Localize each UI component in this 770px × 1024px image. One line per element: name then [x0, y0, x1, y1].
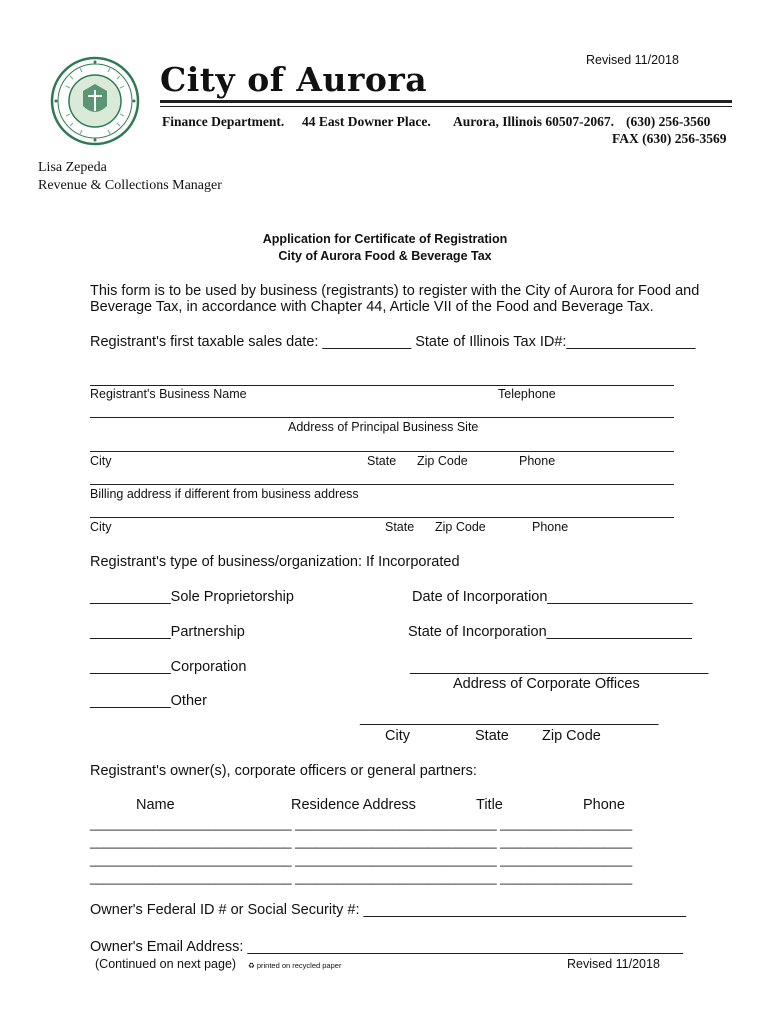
corporate-state-label: State	[475, 728, 509, 744]
form-title: Application for Certificate of Registration	[262, 232, 508, 246]
city-label-1: City	[90, 454, 112, 468]
owner-row-2[interactable]: _____________________________ _____________________________ ___________________	[90, 835, 633, 849]
business-name-field[interactable]	[90, 385, 674, 386]
owners-col-title: Title	[476, 797, 503, 813]
sales-date-taxid-line: Registrant's first taxable sales date: ___________ State of Illinois Tax ID#:________________	[90, 334, 696, 350]
city-state-zip: Aurora, Illinois 60507-2067.	[453, 114, 615, 129]
zip-label-2: Zip Code	[435, 520, 486, 534]
contact-name: Lisa Zepeda	[38, 160, 107, 175]
fax-number: FAX (630) 256-3569	[612, 131, 727, 146]
principal-address-label: Address of Principal Business Site	[288, 420, 479, 434]
business-type-heading: Registrant's type of business/organization: If Incorporated	[90, 554, 460, 570]
state-label-2: State	[385, 520, 415, 534]
city-title: City of Aurora	[160, 60, 428, 99]
federal-id-field[interactable]: Owner's Federal ID # or Social Security #: ________________________________________	[90, 902, 687, 918]
city-seal-logo	[50, 56, 140, 146]
email-field[interactable]: Owner's Email Address: ______________________________________________________	[90, 939, 683, 955]
corporate-zip-label: Zip Code	[542, 728, 601, 744]
intro-text-line2: Beverage Tax, in accordance with Chapter 44, Article VII of the Food and Beverage Tax.	[90, 299, 654, 315]
corporation-option[interactable]: __________Corporation	[90, 659, 247, 675]
phone-number: (630) 256-3560	[626, 114, 711, 129]
revised-date-bottom: Revised 11/2018	[567, 957, 660, 971]
state-of-incorporation-field[interactable]: State of Incorporation__________________	[408, 624, 692, 640]
form-subtitle: City of Aurora Food & Beverage Tax	[278, 249, 492, 263]
billing-address-label: Billing address if different from business address	[90, 487, 359, 501]
contact-role: Revenue & Collections Manager	[38, 178, 222, 193]
city-label-2: City	[90, 520, 112, 534]
recycled-text: printed on recycled paper	[256, 961, 342, 970]
finance-department: Finance Department.	[162, 114, 285, 129]
business-name-label: Registrant's Business Name	[90, 387, 247, 401]
owner-row-3[interactable]: _____________________________ _____________________________ ___________________	[90, 853, 633, 867]
intro-text-line1: This form is to be used by business (registrants) to register with the City of Aurora for Food and	[90, 283, 700, 299]
date-of-incorporation-field[interactable]: Date of Incorporation__________________	[412, 589, 693, 605]
zip-label-1: Zip Code	[417, 454, 468, 468]
phone-label-2: Phone	[532, 520, 569, 534]
corporate-city-label: City	[385, 728, 410, 744]
partnership-option[interactable]: __________Partnership	[90, 624, 245, 640]
other-option[interactable]: __________Other	[90, 693, 207, 709]
state-label-1: State	[367, 454, 397, 468]
owner-row-4[interactable]: _____________________________ _____________________________ ___________________	[90, 871, 633, 885]
corporate-offices-field[interactable]: _____________________________________	[410, 659, 709, 675]
owners-col-name: Name	[136, 797, 175, 813]
city-state-zip-field-2[interactable]	[90, 517, 674, 518]
owners-heading: Registrant's owner(s), corporate officers or general partners:	[90, 763, 477, 779]
owner-row-1[interactable]: _____________________________ _____________________________ ___________________	[90, 817, 633, 831]
revised-date-top: Revised 11/2018	[586, 53, 679, 67]
city-seal-icon	[50, 56, 140, 146]
phone-label-1: Phone	[519, 454, 556, 468]
telephone-label: Telephone	[498, 387, 556, 401]
corporate-city-state-zip-field[interactable]: _____________________________________	[360, 710, 659, 726]
owners-col-address: Residence Address	[291, 797, 416, 813]
billing-address-field[interactable]	[90, 484, 674, 485]
street-address: 44 East Downer Place.	[302, 114, 431, 129]
owners-col-phone: Phone	[583, 797, 625, 813]
header-rule-thin	[160, 106, 732, 107]
principal-address-field[interactable]	[90, 417, 674, 418]
header-rule-thick	[160, 100, 732, 103]
corporate-offices-label: Address of Corporate Offices	[453, 676, 640, 692]
recycled-note	[248, 961, 341, 970]
city-state-zip-field-1[interactable]	[90, 451, 674, 452]
continued-note: (Continued on next page)	[95, 957, 237, 971]
sole-proprietorship-option[interactable]: __________Sole Proprietorship	[90, 589, 294, 605]
recycle-icon: ♻	[248, 961, 257, 970]
